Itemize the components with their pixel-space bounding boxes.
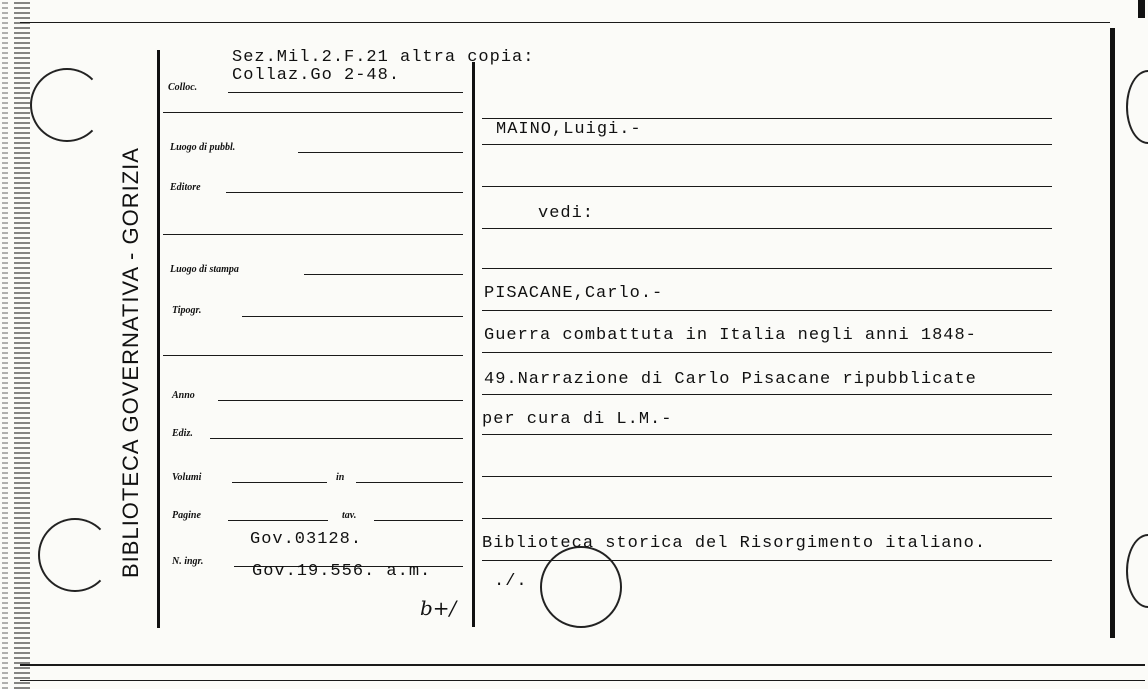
frame-right-edge-top xyxy=(1138,0,1145,18)
right-rule-10 xyxy=(482,476,1052,477)
vedi-reference: vedi: xyxy=(538,204,595,223)
label-collocazione: Colloc. xyxy=(168,82,198,93)
line-tavole xyxy=(374,520,463,521)
line-luogo-stampa xyxy=(304,274,463,275)
right-rule-2 xyxy=(482,144,1052,145)
collocazione-line-1: Sez.Mil.2.F.21 altra copia: xyxy=(232,48,535,67)
right-rule-8 xyxy=(482,394,1052,395)
ingresso-line-2: Gov.19.556. a.m. xyxy=(252,562,432,581)
line-in xyxy=(356,482,463,483)
punch-hole-right-bottom xyxy=(1126,534,1148,608)
frame-bottom-line xyxy=(20,664,1145,666)
right-rule-12 xyxy=(482,560,1052,561)
library-stamp-title: BIBLIOTECA GOVERNATIVA - GORIZIA xyxy=(118,147,143,578)
title-line-2: 49.Narrazione di Carlo Pisacane ripubblicate xyxy=(484,370,977,389)
left-edge-strip-2 xyxy=(2,0,8,689)
line-tipografo xyxy=(242,316,463,317)
label-editore: Editore xyxy=(170,182,201,193)
ingresso-line-1: Gov.03128. xyxy=(250,530,363,549)
right-rule-11 xyxy=(482,518,1052,519)
end-mark: ./. xyxy=(494,572,528,591)
label-tavole: tav. xyxy=(342,510,357,521)
right-rule-9 xyxy=(482,434,1052,435)
author-entry: PISACANE,Carlo.- xyxy=(484,284,664,303)
right-rule-1 xyxy=(482,118,1052,119)
right-rule-3 xyxy=(482,186,1052,187)
label-numero-ingresso: N. ingr. xyxy=(172,556,204,567)
right-rule-4 xyxy=(482,228,1052,229)
frame-top-line xyxy=(20,22,1110,23)
label-volumi: Volumi xyxy=(172,472,202,483)
punch-hole-bottom-center xyxy=(540,546,622,628)
right-rule-5 xyxy=(482,268,1052,269)
left-margin-divider xyxy=(157,50,160,628)
label-edizione: Ediz. xyxy=(172,428,193,439)
line-volumi xyxy=(232,482,327,483)
frame-bottom-line-2 xyxy=(20,680,1145,681)
label-in: in xyxy=(336,472,345,483)
label-tipografo: Tipogr. xyxy=(172,305,202,316)
handwritten-note: b+/ xyxy=(420,596,457,620)
right-rule-7 xyxy=(482,352,1052,353)
series-entry: Biblioteca storica del Risorgimento italiano. xyxy=(482,534,987,553)
label-anno: Anno xyxy=(172,390,195,401)
line-editore-2 xyxy=(163,234,463,235)
left-edge-strip xyxy=(14,0,30,689)
label-pagine: Pagine xyxy=(172,510,201,521)
punch-hole-right-top xyxy=(1126,70,1148,144)
right-rule-6 xyxy=(482,310,1052,311)
line-anno xyxy=(218,400,463,401)
line-collocazione xyxy=(228,92,463,93)
line-pagine xyxy=(228,520,328,521)
label-luogo-pubblicazione: Luogo di pubbl. xyxy=(170,142,236,153)
title-line-1: Guerra combattuta in Italia negli anni 1848- xyxy=(484,326,977,345)
line-collocazione-2 xyxy=(163,112,463,113)
line-tipografo-2 xyxy=(163,355,463,356)
line-edizione xyxy=(210,438,463,439)
punch-hole-bottom-left xyxy=(38,518,112,592)
label-luogo-stampa: Luogo di stampa xyxy=(170,264,239,275)
subject-heading: MAINO,Luigi.- xyxy=(496,120,642,139)
title-line-3: per cura di L.M.- xyxy=(482,410,673,429)
column-divider xyxy=(472,62,475,627)
frame-right-edge xyxy=(1110,28,1115,638)
punch-hole-top-left xyxy=(30,68,104,142)
collocazione-line-2: Collaz.Go 2-48. xyxy=(232,66,401,85)
line-editore xyxy=(226,192,463,193)
line-luogo-pubblicazione xyxy=(298,152,463,153)
